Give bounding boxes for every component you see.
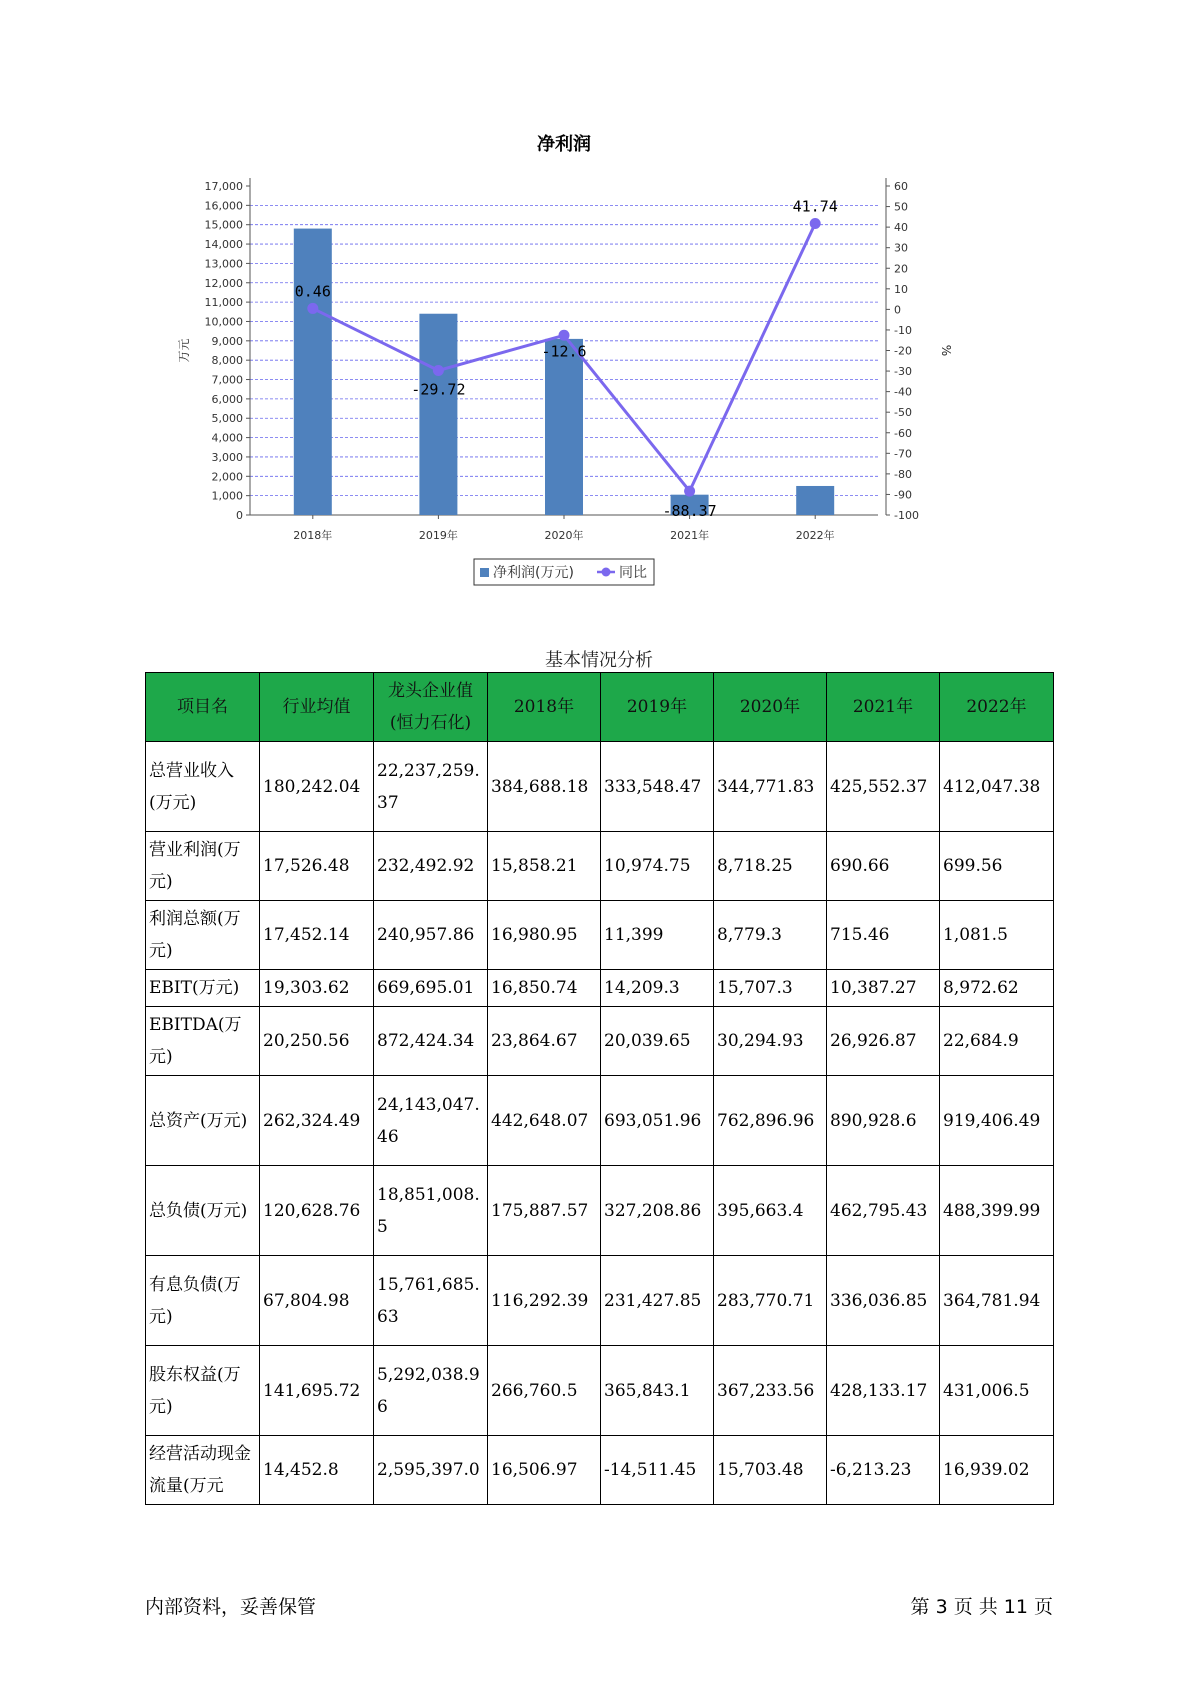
net-profit-chart — [150, 128, 1050, 598]
bar-2020年 — [545, 339, 583, 515]
bar-2022年 — [796, 486, 834, 515]
table-cell: 16,506.97 — [488, 1436, 601, 1505]
y-tick-label: 5,000 — [211, 412, 243, 426]
y-tick-label: 6,000 — [211, 392, 243, 406]
y-axis-title: 万元 — [177, 338, 191, 363]
y2-tick-label: -70 — [894, 447, 912, 461]
table-row-label: EBITDA(万元) — [146, 1007, 260, 1076]
table-cell: 16,850.74 — [488, 970, 601, 1007]
table-cell: 425,552.37 — [827, 742, 940, 832]
yoy-point — [684, 486, 695, 497]
table-cell: 15,858.21 — [488, 832, 601, 901]
y-tick-label: 3,000 — [211, 450, 243, 464]
table-cell: 240,957.86 — [374, 901, 488, 970]
y2-tick-label: -80 — [894, 467, 912, 481]
table-row-label: 总负债(万元) — [146, 1166, 260, 1256]
y2-tick-label: 50 — [894, 200, 908, 214]
table-header-cell: 2018年 — [488, 673, 601, 742]
y-tick-label: 10,000 — [204, 315, 243, 329]
footer-page-number: 第 3 页 共 11 页 — [910, 1596, 1053, 1618]
table-cell: 23,864.67 — [488, 1007, 601, 1076]
table-cell: 16,980.95 — [488, 901, 601, 970]
table-cell: 2,595,397.0 — [374, 1436, 488, 1505]
table-cell: 693,051.96 — [601, 1076, 714, 1166]
table-cell: 15,707.3 — [714, 970, 827, 1007]
y2-tick-label: -50 — [894, 406, 912, 420]
table-header-cell: 2022年 — [940, 673, 1054, 742]
table-row-label: 股东权益(万元) — [146, 1346, 260, 1436]
table-header-cell: 项目名 — [146, 673, 260, 742]
table-cell: 431,006.5 — [940, 1346, 1054, 1436]
table-header-cell: 2021年 — [827, 673, 940, 742]
bar-2018年 — [294, 229, 332, 515]
table-cell: 116,292.39 — [488, 1256, 601, 1346]
table-cell: 1,081.5 — [940, 901, 1054, 970]
table-row — [146, 970, 1054, 1007]
yoy-point — [433, 365, 444, 376]
table-cell: 17,526.48 — [260, 832, 374, 901]
table-cell: 14,452.8 — [260, 1436, 374, 1505]
table-cell: 231,427.85 — [601, 1256, 714, 1346]
table-cell: 24,143,047.46 — [374, 1076, 488, 1166]
table-header-cell: 2019年 — [601, 673, 714, 742]
table-row — [146, 1436, 1054, 1505]
y-tick-label: 13,000 — [204, 257, 243, 271]
y-tick-label: 7,000 — [211, 373, 243, 387]
y-tick-label: 9,000 — [211, 334, 243, 348]
table-row-label: EBIT(万元) — [146, 970, 260, 1007]
table-header-row — [146, 673, 1054, 742]
table-header-cell: 龙头企业值(恒力石化) — [374, 673, 488, 742]
table-cell: 141,695.72 — [260, 1346, 374, 1436]
table-cell: 30,294.93 — [714, 1007, 827, 1076]
legend-bar-label: 净利润(万元) — [493, 565, 574, 581]
table-cell: 20,039.65 — [601, 1007, 714, 1076]
table-cell: 365,843.1 — [601, 1346, 714, 1436]
table-cell: 669,695.01 — [374, 970, 488, 1007]
table-cell: 26,926.87 — [827, 1007, 940, 1076]
footer-confidential-note: 内部资料，妥善保管 — [145, 1596, 317, 1618]
table-cell: 690.66 — [827, 832, 940, 901]
y-tick-label: 17,000 — [204, 180, 243, 193]
table-cell: 442,648.07 — [488, 1076, 601, 1166]
table-cell: 919,406.49 — [940, 1076, 1054, 1166]
table-cell: 15,703.48 — [714, 1436, 827, 1505]
table-cell: 715.46 — [827, 901, 940, 970]
table-cell: 5,292,038.96 — [374, 1346, 488, 1436]
legend-line-label: 同比 — [619, 565, 647, 581]
table-cell: 367,233.56 — [714, 1346, 827, 1436]
table-cell: 262,324.49 — [260, 1076, 374, 1166]
table-cell: 8,779.3 — [714, 901, 827, 970]
table-header-cell: 行业均值 — [260, 673, 374, 742]
y2-tick-label: -30 — [894, 365, 912, 379]
table-cell: 16,939.02 — [940, 1436, 1054, 1505]
table-cell: 8,718.25 — [714, 832, 827, 901]
x-tick-label: 2020年 — [544, 529, 584, 542]
table-cell: 344,771.83 — [714, 742, 827, 832]
y2-tick-label: -90 — [894, 488, 912, 502]
y-tick-label: 14,000 — [204, 238, 243, 252]
y2-tick-label: 10 — [894, 282, 908, 296]
table-cell: 699.56 — [940, 832, 1054, 901]
y2-tick-label: -60 — [894, 426, 912, 440]
y-tick-label: 1,000 — [211, 489, 243, 503]
bar-2019年 — [419, 314, 457, 515]
table-cell: 412,047.38 — [940, 742, 1054, 832]
table-row-label: 总营业收入(万元) — [146, 742, 260, 832]
x-tick-label: 2021年 — [670, 529, 710, 542]
yoy-data-label: -29.72 — [411, 380, 466, 399]
chart-svg — [150, 128, 1050, 598]
table-row — [146, 1007, 1054, 1076]
table-cell: 762,896.96 — [714, 1076, 827, 1166]
yoy-point — [559, 330, 570, 341]
table-cell: 175,887.57 — [488, 1166, 601, 1256]
table-header-cell: 2020年 — [714, 673, 827, 742]
table-cell: 180,242.04 — [260, 742, 374, 832]
table-cell: 19,303.62 — [260, 970, 374, 1007]
x-tick-label: 2018年 — [293, 529, 333, 542]
table-cell: 395,663.4 — [714, 1166, 827, 1256]
table-cell: 333,548.47 — [601, 742, 714, 832]
y2-tick-label: -20 — [894, 344, 912, 358]
table-cell: -14,511.45 — [601, 1436, 714, 1505]
table-cell: -6,213.23 — [827, 1436, 940, 1505]
y-tick-label: 11,000 — [204, 296, 243, 310]
basic-analysis-table — [145, 672, 1054, 1505]
table-cell: 8,972.62 — [940, 970, 1054, 1007]
y-tick-label: 2,000 — [211, 470, 243, 484]
table-row — [146, 1076, 1054, 1166]
table-cell: 384,688.18 — [488, 742, 601, 832]
yoy-data-label: 0.46 — [294, 282, 331, 301]
table-cell: 327,208.86 — [601, 1166, 714, 1256]
table-cell: 20,250.56 — [260, 1007, 374, 1076]
table-row-label: 利润总额(万元) — [146, 901, 260, 970]
yoy-data-label: -12.6 — [541, 342, 587, 361]
table-caption: 基本情况分析 — [545, 650, 653, 671]
legend-line-marker — [602, 568, 611, 577]
yoy-data-label: -88.37 — [662, 502, 717, 521]
yoy-data-label: 41.74 — [792, 197, 838, 216]
y2-tick-label: -100 — [894, 509, 919, 522]
table-cell: 22,684.9 — [940, 1007, 1054, 1076]
x-tick-label: 2019年 — [418, 529, 458, 542]
table-cell: 10,974.75 — [601, 832, 714, 901]
y-tick-label: 0 — [236, 509, 243, 522]
table-row — [146, 1256, 1054, 1346]
table-row — [146, 901, 1054, 970]
y2-tick-label: -40 — [894, 385, 912, 399]
y-tick-label: 15,000 — [204, 218, 243, 232]
table-cell: 232,492.92 — [374, 832, 488, 901]
table-cell: 120,628.76 — [260, 1166, 374, 1256]
table-cell: 872,424.34 — [374, 1007, 488, 1076]
table-cell: 266,760.5 — [488, 1346, 601, 1436]
table-row-label: 有息负债(万元) — [146, 1256, 260, 1346]
table-cell: 67,804.98 — [260, 1256, 374, 1346]
table-row-label: 经营活动现金流量(万元 — [146, 1436, 260, 1505]
y2-tick-label: 20 — [894, 262, 908, 276]
yoy-point — [307, 303, 318, 314]
table-cell: 22,237,259.37 — [374, 742, 488, 832]
table-cell: 890,928.6 — [827, 1076, 940, 1166]
y2-tick-label: -10 — [894, 323, 912, 337]
table-cell: 17,452.14 — [260, 901, 374, 970]
table-cell: 462,795.43 — [827, 1166, 940, 1256]
y-tick-label: 12,000 — [204, 276, 243, 290]
table-row — [146, 1346, 1054, 1436]
y-tick-label: 4,000 — [211, 431, 243, 445]
table-cell: 15,761,685.63 — [374, 1256, 488, 1346]
table-row — [146, 1166, 1054, 1256]
table-cell: 488,399.99 — [940, 1166, 1054, 1256]
legend-bar-swatch — [480, 568, 489, 577]
table-cell: 428,133.17 — [827, 1346, 940, 1436]
table-row — [146, 742, 1054, 832]
y-tick-label: 16,000 — [204, 199, 243, 213]
table-row — [146, 832, 1054, 901]
table-cell: 283,770.71 — [714, 1256, 827, 1346]
y-tick-label: 8,000 — [211, 354, 243, 368]
table-cell: 10,387.27 — [827, 970, 940, 1007]
y2-axis-title: % — [939, 344, 953, 357]
table-cell: 364,781.94 — [940, 1256, 1054, 1346]
y2-tick-label: 40 — [894, 221, 908, 235]
x-tick-label: 2022年 — [795, 529, 835, 542]
table-row-label: 营业利润(万元) — [146, 832, 260, 901]
y2-tick-label: 30 — [894, 241, 908, 255]
table-cell: 14,209.3 — [601, 970, 714, 1007]
table-cell: 18,851,008.5 — [374, 1166, 488, 1256]
y2-tick-label: 60 — [894, 180, 908, 193]
table-row-label: 总资产(万元) — [146, 1076, 260, 1166]
table-cell: 11,399 — [601, 901, 714, 970]
table-cell: 336,036.85 — [827, 1256, 940, 1346]
chart-title: 净利润 — [537, 134, 591, 155]
y2-tick-label: 0 — [894, 303, 901, 317]
yoy-point — [810, 218, 821, 229]
